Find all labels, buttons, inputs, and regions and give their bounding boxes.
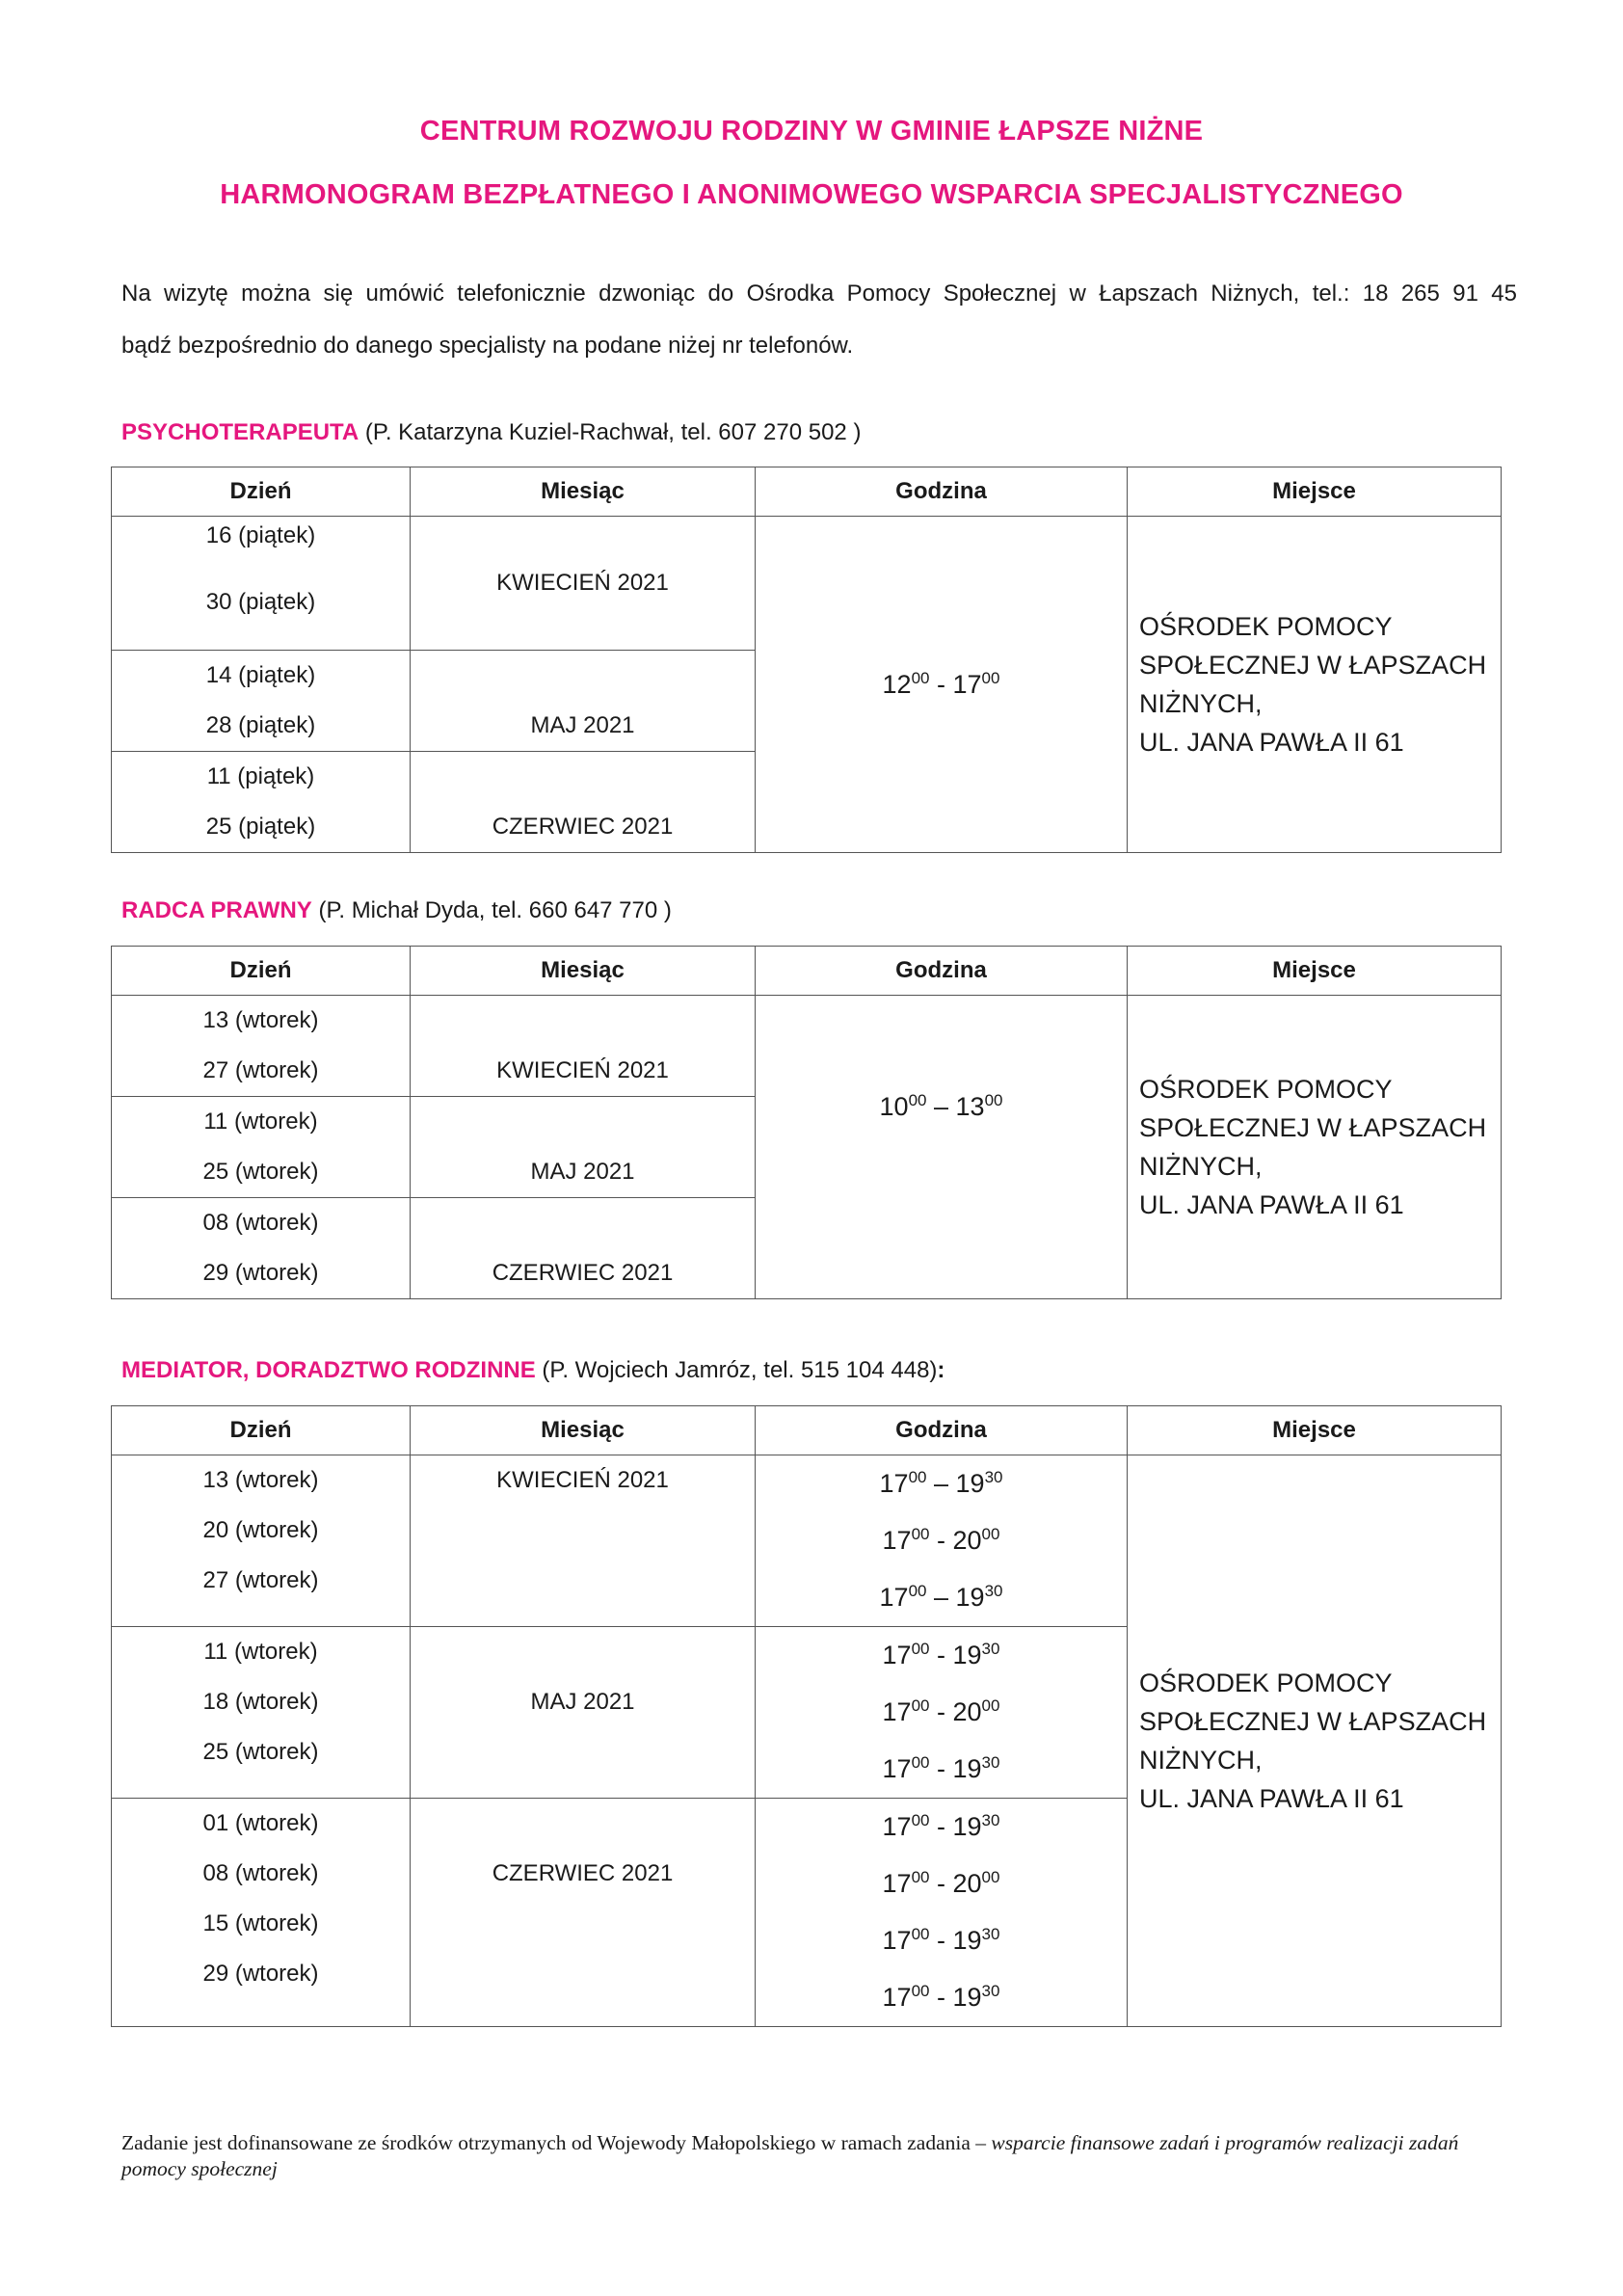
month: CZERWIEC 2021 bbox=[492, 1260, 674, 1286]
mediator-role: MEDIATOR, DORADZTWO RODZINNE bbox=[121, 1357, 536, 1383]
mediator-heading bbox=[121, 1357, 945, 1384]
day: 27 (wtorek) bbox=[202, 1567, 319, 1593]
hour-range: $17^{00} - 19^{30}$ bbox=[882, 1753, 1000, 1783]
month-cell bbox=[411, 1097, 756, 1198]
place-line: OŚRODEK POMOCY bbox=[1139, 612, 1393, 641]
hours-cell bbox=[756, 1799, 1128, 2027]
hour-range: $17^{00} - 19^{30}$ bbox=[882, 1640, 1000, 1669]
month-cell bbox=[411, 996, 756, 1097]
page-title: CENTRUM ROZWOJU RODZINY W GMINIE ŁAPSZE NIŻNE bbox=[419, 116, 1204, 147]
col-day: Dzień bbox=[112, 1406, 411, 1455]
day: 29 (wtorek) bbox=[202, 1961, 319, 1987]
place-line: NIŻNYCH, bbox=[1139, 689, 1263, 718]
col-hour: Godzina bbox=[756, 947, 1128, 996]
footer-note bbox=[121, 2130, 1519, 2182]
days-cell bbox=[112, 1198, 411, 1299]
place-line: UL. JANA PAWŁA II 61 bbox=[1139, 1784, 1404, 1813]
month: CZERWIEC 2021 bbox=[492, 1860, 674, 1886]
day: 13 (wtorek) bbox=[202, 1467, 319, 1493]
lawyer-heading bbox=[121, 897, 672, 924]
col-place: Miejsce bbox=[1128, 1406, 1502, 1455]
page-subtitle: HARMONOGRAM BEZPŁATNEGO I ANONIMOWEGO WSPARCIA SPECJALISTYCZNEGO bbox=[220, 179, 1403, 210]
intro-line-1: Na wizytę można się umówić telefonicznie dzwoniąc do Ośrodka Pomocy Społecznej w Łapszach Niżnych, tel.: 18 265 91 45 bbox=[121, 280, 1517, 307]
place-line: UL. JANA PAWŁA II 61 bbox=[1139, 1190, 1404, 1219]
days-cell bbox=[112, 1455, 411, 1627]
mediator-table bbox=[111, 1405, 1502, 2027]
hour-end: 17 bbox=[952, 669, 982, 699]
day: 15 (wtorek) bbox=[202, 1910, 319, 1936]
col-hour: Godzina bbox=[756, 1406, 1128, 1455]
place-line: NIŻNYCH, bbox=[1139, 1152, 1263, 1181]
mediator-contact-end: : bbox=[937, 1357, 945, 1383]
day: 16 (piątek) bbox=[205, 522, 316, 548]
day: 18 (wtorek) bbox=[202, 1689, 319, 1715]
col-place: Miejsce bbox=[1128, 467, 1502, 517]
hour-sep: – bbox=[926, 1092, 956, 1121]
day: 30 (piątek) bbox=[205, 589, 316, 615]
table-header-row bbox=[112, 947, 1502, 996]
day: 11 (piątek) bbox=[206, 763, 315, 789]
place-cell bbox=[1128, 1455, 1502, 2027]
col-day: Dzień bbox=[112, 947, 411, 996]
col-month: Miesiąc bbox=[411, 947, 756, 996]
col-month: Miesiąc bbox=[411, 1406, 756, 1455]
month-cell bbox=[411, 752, 756, 853]
days-cell bbox=[112, 1097, 411, 1198]
hour-range: $17^{00} - 19^{30}$ bbox=[882, 1982, 1000, 2012]
lawyer-contact: (P. Michał Dyda, tel. 660 647 770 ) bbox=[311, 897, 672, 923]
table-header-row bbox=[112, 467, 1502, 517]
days-cell bbox=[112, 517, 411, 651]
day: 27 (wtorek) bbox=[202, 1057, 319, 1083]
place-cell bbox=[1128, 517, 1502, 853]
psycho-table bbox=[111, 467, 1502, 853]
month: KWIECIEŃ 2021 bbox=[496, 1057, 669, 1083]
hour-range: $17^{00} - 20^{00}$ bbox=[882, 1525, 1000, 1555]
month-cell bbox=[411, 1455, 756, 1627]
psycho-role: PSYCHOTERAPEUTA bbox=[121, 419, 359, 445]
table-header-row bbox=[112, 1406, 1502, 1455]
month: KWIECIEŃ 2021 bbox=[496, 1467, 669, 1493]
days-cell bbox=[112, 1799, 411, 2027]
col-hour: Godzina bbox=[756, 467, 1128, 517]
day: 01 (wtorek) bbox=[202, 1810, 319, 1836]
footer-italic: wsparcie finansowe zadań i programów realizacji zadań pomocy społecznej bbox=[121, 2131, 1459, 2180]
hour-sep: - bbox=[929, 669, 953, 699]
days-cell bbox=[112, 996, 411, 1097]
day: 14 (piątek) bbox=[205, 662, 316, 688]
lawyer-role: RADCA PRAWNY bbox=[121, 897, 312, 923]
day: 25 (wtorek) bbox=[202, 1159, 319, 1185]
hour-range: $17^{00} - 20^{00}$ bbox=[882, 1868, 1000, 1898]
month: MAJ 2021 bbox=[530, 1159, 635, 1185]
days-cell bbox=[112, 1627, 411, 1799]
day: 28 (piątek) bbox=[205, 712, 316, 738]
month-cell bbox=[411, 651, 756, 752]
hour-end: 13 bbox=[955, 1092, 985, 1121]
place-line: OŚRODEK POMOCY bbox=[1139, 1669, 1393, 1697]
place-cell bbox=[1128, 996, 1502, 1299]
month-cell bbox=[411, 1627, 756, 1799]
place-line: SPOŁECZNEJ W ŁAPSZACH bbox=[1139, 1707, 1487, 1736]
col-month: Miesiąc bbox=[411, 467, 756, 517]
place-line: OŚRODEK POMOCY bbox=[1139, 1075, 1393, 1104]
psycho-contact: (P. Katarzyna Kuziel-Rachwał, tel. 607 270 502 ) bbox=[359, 419, 862, 445]
days-cell bbox=[112, 752, 411, 853]
hour-end-min: 00 bbox=[984, 1091, 1003, 1109]
place-line: SPOŁECZNEJ W ŁAPSZACH bbox=[1139, 1113, 1487, 1142]
month: MAJ 2021 bbox=[530, 712, 635, 738]
day: 13 (wtorek) bbox=[202, 1007, 319, 1033]
day: 11 (wtorek) bbox=[203, 1639, 318, 1665]
hours-cell bbox=[756, 1455, 1128, 1627]
month: KWIECIEŃ 2021 bbox=[496, 570, 669, 596]
day: 08 (wtorek) bbox=[202, 1210, 319, 1236]
day: 11 (wtorek) bbox=[203, 1108, 318, 1135]
hour-range: $17^{00} - 19^{30}$ bbox=[879, 1582, 1003, 1612]
mediator-contact: (P. Wojciech Jamróz, tel. 515 104 448) bbox=[535, 1357, 938, 1383]
month-cell bbox=[411, 517, 756, 651]
col-day: Dzień bbox=[112, 467, 411, 517]
hours-cell bbox=[756, 1627, 1128, 1799]
hour-start: 10 bbox=[879, 1092, 909, 1121]
table-row bbox=[112, 517, 1502, 651]
hour-start-min: 00 bbox=[911, 668, 930, 687]
month: CZERWIEC 2021 bbox=[492, 814, 674, 840]
hours-cell bbox=[756, 996, 1128, 1299]
hour-range: $17^{00} - 20^{00}$ bbox=[882, 1696, 1000, 1726]
hour-range: $17^{00} - 19^{30}$ bbox=[882, 1925, 1000, 1955]
lawyer-table bbox=[111, 946, 1502, 1299]
table-row bbox=[112, 1455, 1502, 1627]
days-cell bbox=[112, 651, 411, 752]
month-cell bbox=[411, 1198, 756, 1299]
hour-range: $17^{00} - 19^{30}$ bbox=[879, 1468, 1003, 1498]
hour-start: 12 bbox=[882, 669, 912, 699]
hours-cell bbox=[756, 517, 1128, 853]
table-row bbox=[112, 996, 1502, 1097]
col-place: Miejsce bbox=[1128, 947, 1502, 996]
month: MAJ 2021 bbox=[530, 1689, 635, 1715]
intro-line-2: bądź bezpośrednio do danego specjalisty na podane niżej nr telefonów. bbox=[121, 333, 854, 359]
hour-range: $17^{00} - 19^{30}$ bbox=[882, 1811, 1000, 1841]
day: 20 (wtorek) bbox=[202, 1517, 319, 1543]
place-line: SPOŁECZNEJ W ŁAPSZACH bbox=[1139, 651, 1487, 680]
psycho-heading bbox=[121, 419, 861, 446]
day: 25 (wtorek) bbox=[202, 1739, 319, 1765]
place-line: UL. JANA PAWŁA II 61 bbox=[1139, 728, 1404, 757]
day: 08 (wtorek) bbox=[202, 1860, 319, 1886]
place-line: NIŻNYCH, bbox=[1139, 1746, 1263, 1775]
footer-text: Zadanie jest dofinansowane ze środków otrzymanych od Wojewody Małopolskiego w ramach zadania – bbox=[121, 2131, 992, 2154]
hour-start-min: 00 bbox=[908, 1091, 927, 1109]
hour-end-min: 00 bbox=[981, 668, 1000, 687]
day: 25 (piątek) bbox=[205, 814, 316, 840]
month-cell bbox=[411, 1799, 756, 2027]
day: 29 (wtorek) bbox=[202, 1260, 319, 1286]
